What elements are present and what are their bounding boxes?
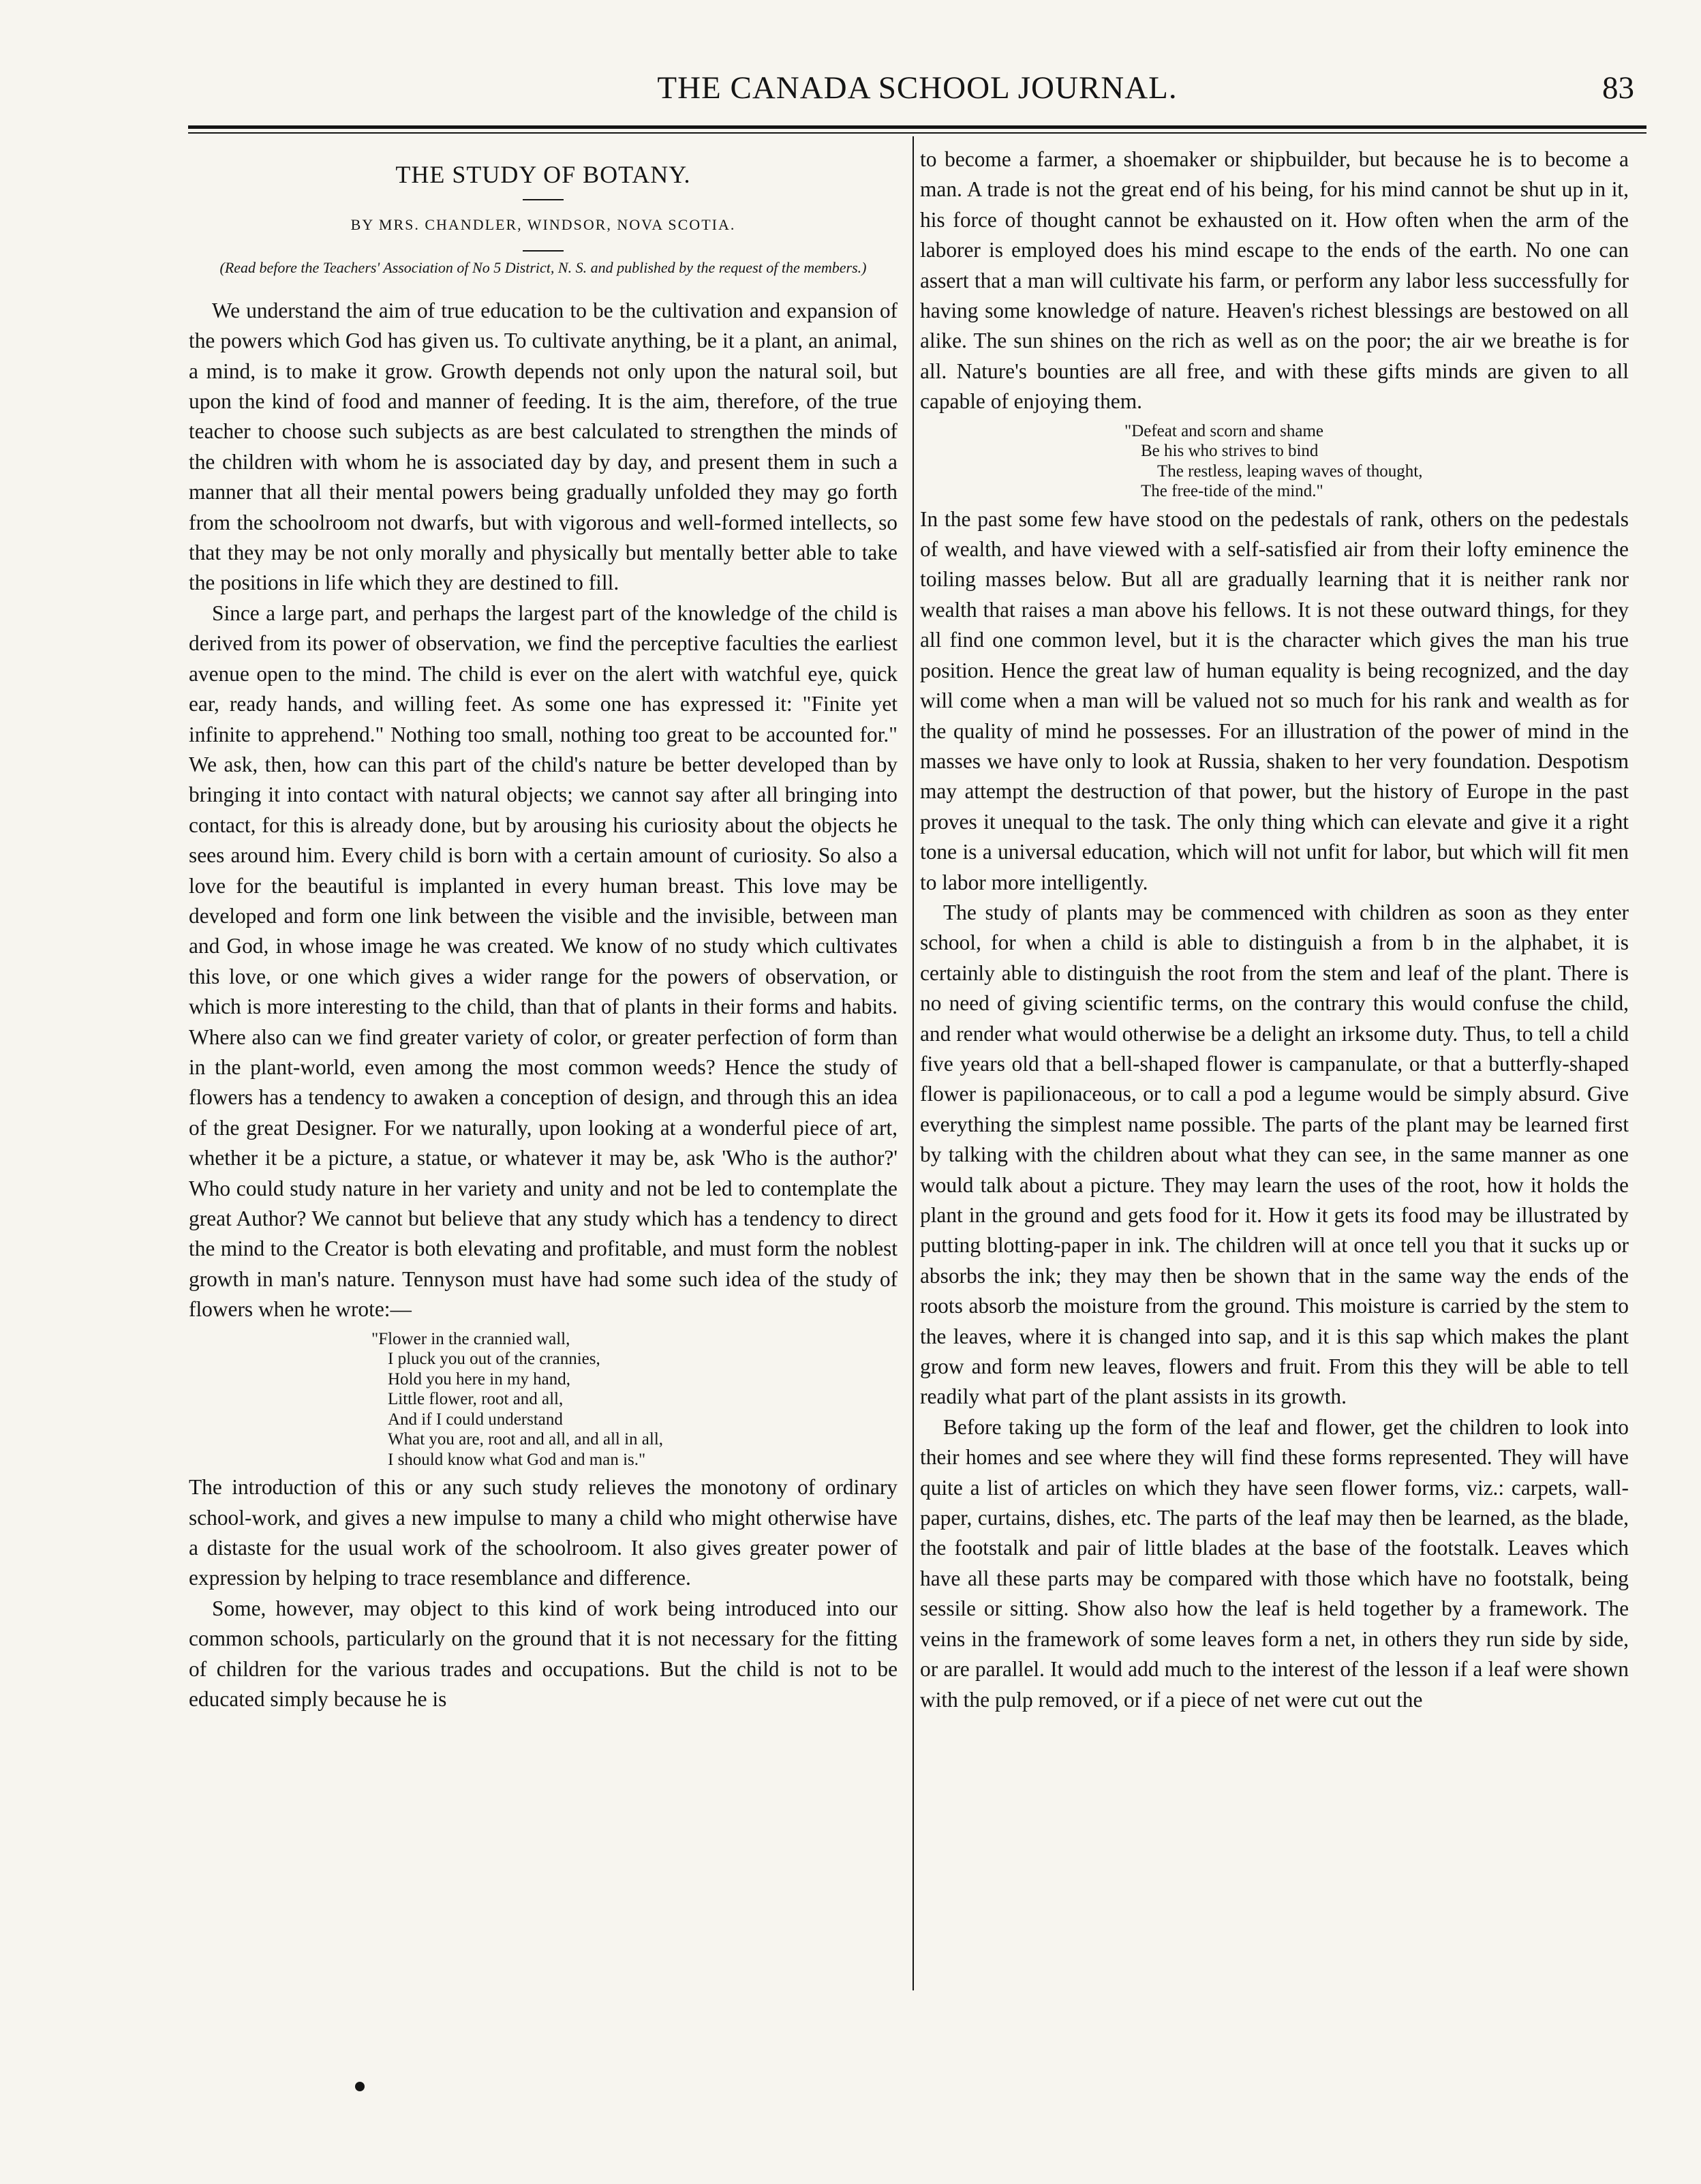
title-rule	[523, 199, 564, 200]
paragraph: Some, however, may object to this kind of work being introduced into our common schools, particularly on the ground that it is not necessary for the fitting of children for the various trades and occupations. But the child is not to be educated simply because he is	[189, 1596, 898, 1711]
column-divider	[913, 136, 914, 1990]
tennyson-poem	[189, 1329, 898, 1470]
paragraph: Before taking up the form of the leaf and flower, get the children to look into their homes and see where they will find these forms represented. They will have quite a list of articles on which they have seen flower forms, viz.: carpets, wall-paper, curtains, dishes, etc. The parts of the leaf may then be learned, as the blade, the footstalk and pair of little blades at the base of the footstalk. Leaves which have all these parts may be compared with those which have no footstalk, being sessile or sitting. Show also how the leaf is held together by a framework. The veins in the framework of some leaves form a net, in others they run side by side, or are parallel. It would add much to the interest of the lesson if a leaf were shown with the pulp removed, or if a piece of net were cut out the	[920, 1414, 1629, 1712]
header-rule-thin	[188, 132, 1646, 134]
poem-line: And if I could understand	[388, 1410, 563, 1429]
article-byline: BY MRS. CHANDLER, WINDSOR, NOVA SCOTIA.	[350, 216, 736, 234]
paragraph: to become a farmer, a shoemaker or shipbuilder, but because he is to become a man. A trade is not the great end of his being, for his mind cannot be shut up in it, his force of thought cannot be exhausted on it. How often when the arm of the laborer is employed does his mind escape to the ends of the earth. No one can assert that a man will cultivate his farm, or perform any labor less successfully for having some knowledge of nature. Heaven's richest blessings are bestowed on all alike. The sun shines on the rich as well as on the poor; the air we breathe is for all. Nature's bounties are all free, and with these gifts minds are given to all capable of enjoying them.	[920, 147, 1629, 414]
left-column	[189, 145, 898, 1714]
poem-line: The free-tide of the mind."	[1141, 482, 1323, 501]
poem-line: The restless, leaping waves of thought,	[1157, 461, 1423, 481]
ink-dot	[355, 2082, 365, 2091]
paragraph: The introduction of this or any such study relieves the monotony of ordinary school-work, and gives a new impulse to many a child who might otherwise have a distaste for the usual work of the schoolroom. It also gives greater power of expression by helping to trace resemblance and difference.	[189, 1475, 898, 1590]
poem-line: "Defeat and scorn and shame	[1124, 421, 1324, 440]
paragraph: The study of plants may be commenced with children as soon as they enter school, for when a child is able to distinguish a from b in the alphabet, it is certainly able to distinguish the root from the stem and leaf of the plant. There is no need of giving scientific terms, on the contrary this would confuse the child, and render what would otherwise be a delight an irksome duty. Thus, to tell a child five years old that a bell-shaped flower is campanulate, or that a butterfly-shaped flower is papilionaceous, or to call a pod a legume would be simply absurd. Give everything the simplest name possible. The parts of the plant may be learned first by talking with the children about what they can see, in the same manner as one would talk about a picture. They may learn the uses of the root, how it holds the plant in the ground and gets food for it. How it gets its food may be illustrated by putting blotting-paper in ink. The children will at once tell you that it sucks up or absorbs the ink; they may then be shown that in the same way the ends of the roots absorb the moisture from the ground. This moisture is carried by the stem to the leaves, where it is changed into sap, and it is this sap which makes the plant grow and form new leaves, flowers and fruit. From this they will be able to tell readily what part of the plant assists in its growth.	[920, 900, 1629, 1409]
article-title: THE STUDY OF BOTANY.	[395, 161, 691, 188]
poem-line: Little flower, root and all,	[388, 1390, 564, 1409]
byline-rule	[523, 250, 564, 252]
paragraph: In the past some few have stood on the pedestals of rank, others on the pedestals of wealth, and have viewed with a self-satisfied air from their lofty eminence the toiling masses below. But all are gradually learning that it is neither rank nor wealth that raises a man above his fellows. It is not these outward things, for they all find one common level, but it is the character which gives the man his true position. Hence the great law of human equality is being recognized, and the day will come when a man will be valued not so much for his rank and wealth as for the quality of mind he possesses. For an illustration of the power of mind in the masses we have only to look at Russia, shaken to her very foundation. Despotism may attempt the destruction of that power, but the history of Europe in the past proves it unequal to the task. The only thing which can elevate and give it a right tone is a universal education, which will not unfit for labor, but which will fit men to labor more intelligently.	[920, 506, 1629, 894]
page-number: 83	[1602, 70, 1634, 106]
poem-line: What you are, root and all, and all in all,	[388, 1430, 664, 1449]
poem-line: Hold you here in my hand,	[388, 1369, 571, 1389]
poem-line: "Flower in the crannied wall,	[371, 1329, 570, 1348]
article-note: (Read before the Teachers' Association of No 5 District, N. S. and published by the request of the members.)	[219, 258, 867, 276]
paragraph: We understand the aim of true education to be the cultivation and expansion of the powers which God has given us. To cultivate anything, be it a plant, an animal, a mind, is to make it grow. Growth depends not only upon the natural soil, but upon the kind of food and manner of feeding. It is the aim, therefore, of the true teacher to choose such subjects as are best calculated to strengthen the minds of the children with whom he is associated day by day, and present them in such a manner that all their mental powers being gradually unfolded they may go forth from the schoolroom not dwarfs, but with vigorous and well-formed intellects, so that they may be not only morally and physically but mentally better able to take the positions in life which they are destined to fill.	[189, 298, 898, 595]
right-column	[920, 145, 1629, 1715]
poem-line: Be his who strives to bind	[1141, 442, 1319, 461]
journal-title: THE CANADA SCHOOL JOURNAL.	[657, 70, 1178, 106]
header-rule-thick	[188, 125, 1646, 129]
poem-line: I should know what God and man is."	[388, 1450, 646, 1469]
poem-line: I pluck you out of the crannies,	[388, 1350, 600, 1369]
page-header	[188, 65, 1646, 113]
quoted-verse	[920, 421, 1629, 502]
paragraph: Since a large part, and perhaps the largest part of the knowledge of the child is derived from its power of observation, we find the perceptive faculties the earliest avenue open to the mind. The child is ever on the alert with watchful eye, quick ear, ready hands, and willing feet. As some one has expressed it: "Finite yet infinite to apprehend." Nothing too small, nothing too great to be accounted for." We ask, then, how can this part of the child's nature be better developed than by bringing it into contact with natural objects; we cannot say after all bringing into contact, for this is already done, but by arousing his curiosity about the objects he sees around him. Every child is born with a certain amount of curiosity. So also a love for the beautiful is implanted in every human breast. This love may be developed and form one link between the visible and the invisible, between man and God, in whose image he was created. We know of no study which cultivates this love, or one which gives a wider range for the powers of observation, or which is more interesting to the child, than that of plants in their forms and habits. Where also can we find greater variety of color, or greater perfection of form than in the plant-world, even among the most common weeds? Hence the study of flowers has a tendency to awaken a conception of design, and through this an idea of the great Designer. For we naturally, upon looking at a wonderful piece of art, whether it be a picture, a statue, or whatever it may be, ask 'Who is the author?' Who could study nature in her variety and unity and not be led to contemplate the great Author? We cannot but believe that any study which has a tendency to direct the mind to the Creator is both elevating and profitable, and must form the noblest growth in man's nature. Tennyson must have had some such idea of the study of flowers when he wrote:—	[189, 601, 898, 1322]
